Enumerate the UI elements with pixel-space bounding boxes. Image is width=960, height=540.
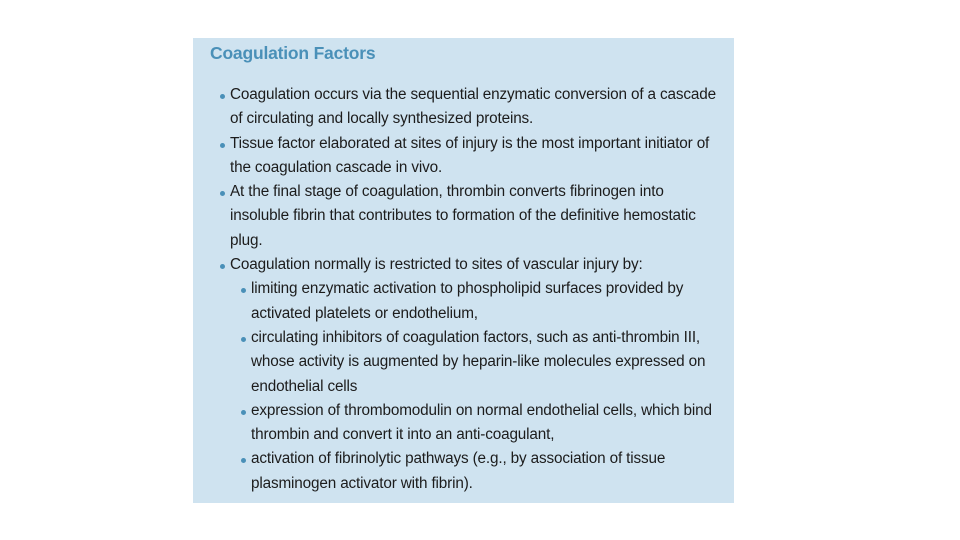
list-item-text: Tissue factor elaborated at sites of injury is the most important initiator of the coagulation cascade in vivo.	[230, 134, 710, 176]
sub-list-item-text: activation of fibrinolytic pathways (e.g., by association of tissue plasminogen activator with fibrin).	[251, 450, 666, 492]
list-item	[210, 180, 724, 253]
bullet-list	[210, 83, 724, 496]
sub-list-item-text: expression of thrombomodulin on normal endothelial cells, which bind thrombin and convert it into an anti-coagulant,	[251, 401, 712, 444]
sub-list-item	[251, 399, 724, 448]
list-item-text: At the final stage of coagulation, thrombin converts fibrinogen into insoluble fibrin that contributes to formation of the definitive hemostatic plug.	[230, 183, 696, 249]
sub-list-item-text: circulating inhibitors of coagulation factors, such as anti-thrombin III, whose activity is augmented by heparin-like molecules expressed on endothelial cells	[251, 328, 706, 395]
sub-list-item	[251, 326, 724, 399]
list-item-text: Coagulation occurs via the sequential enzymatic conversion of a cascade of circulating and locally synthesized proteins.	[230, 86, 716, 128]
info-box	[193, 38, 734, 503]
bullet-dot-icon	[241, 458, 246, 463]
bullet-dot-icon	[220, 143, 225, 148]
list-item-text: Coagulation normally is restricted to sites of vascular injury by:	[230, 256, 643, 274]
bullet-dot-icon	[241, 288, 246, 293]
sub-list-item-text: limiting enzymatic activation to phospholipid surfaces provided by activated platelets or endothelium,	[251, 280, 684, 322]
sub-list-item	[251, 277, 724, 326]
bullet-dot-icon	[220, 94, 225, 99]
list-item	[210, 83, 724, 132]
box-title: Coagulation Factors	[210, 43, 376, 63]
list-item	[210, 253, 724, 496]
bullet-dot-icon	[220, 264, 225, 269]
bullet-dot-icon	[241, 337, 246, 342]
sub-list-item	[251, 447, 724, 496]
list-item	[210, 132, 724, 181]
bullet-dot-icon	[220, 191, 225, 196]
sub-bullet-list	[230, 277, 724, 496]
bullet-dot-icon	[241, 410, 246, 415]
